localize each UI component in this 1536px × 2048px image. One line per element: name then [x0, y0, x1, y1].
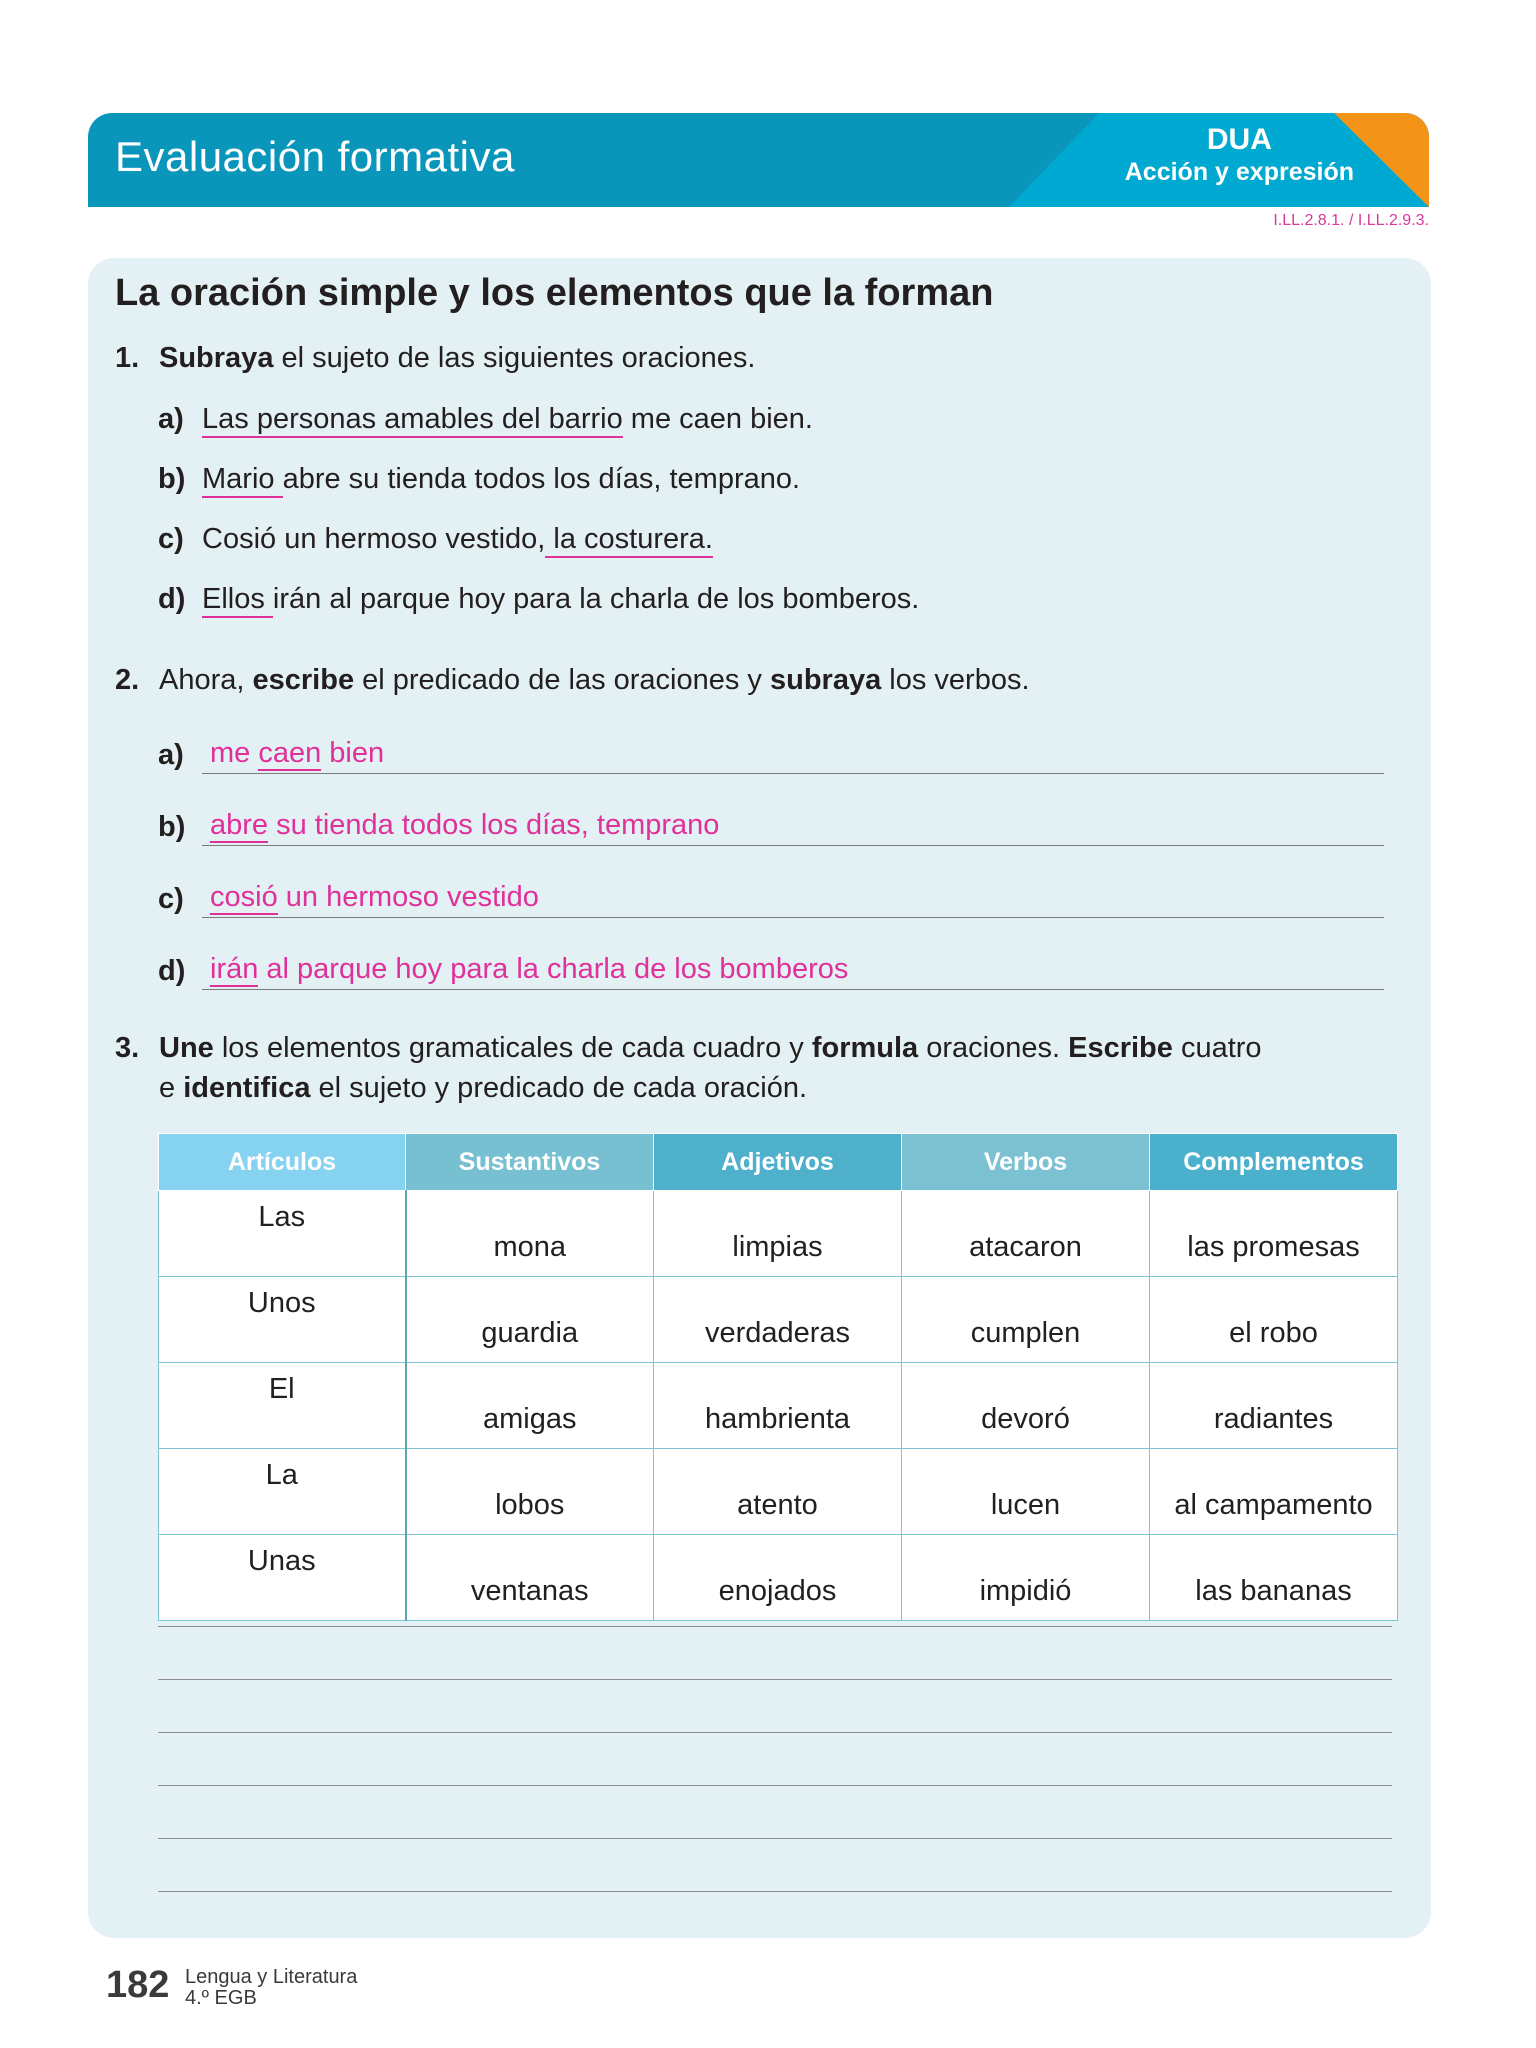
- q2-answer-d: [158, 950, 1384, 990]
- instruction-verb: formula: [811, 1032, 919, 1064]
- question-2: [115, 664, 1030, 697]
- predicate-text: me: [210, 737, 259, 769]
- q2-answer-a: [158, 734, 1384, 774]
- header-banner: [88, 113, 1429, 207]
- table-cell: guardia: [406, 1277, 654, 1363]
- grade-level: 4.º EGB: [185, 1987, 257, 2009]
- section-title: La oración simple y los elementos que la forman: [115, 272, 994, 314]
- instruction-text: los verbos.: [881, 664, 1030, 696]
- verb-underline: irán: [210, 953, 259, 985]
- table-cell: lucen: [902, 1449, 1150, 1535]
- subject-underline: Las personas amables del barrio: [202, 403, 623, 438]
- subject-underline: la costurera.: [545, 523, 713, 558]
- predicate-text: un hermoso vestido: [277, 881, 539, 913]
- table-cell: Las: [159, 1191, 406, 1277]
- q1-sentence-a: [158, 403, 813, 436]
- footer-subject: [185, 1967, 357, 2009]
- answer-line[interactable]: [202, 917, 1384, 918]
- q1-sentence-b: [158, 463, 800, 496]
- table-cell: El: [159, 1363, 406, 1449]
- instruction-text: los elementos gramaticales de cada cuadro y: [213, 1032, 812, 1064]
- predicate-text: su tienda todos los días, temprano: [268, 809, 720, 841]
- subject-name: Lengua y Literatura: [185, 1966, 358, 1988]
- question-number: 2.: [115, 664, 140, 696]
- header-complementos: Complementos: [1150, 1134, 1398, 1191]
- q1-sentence-d: [158, 583, 919, 616]
- instruction-text: cuatro: [1172, 1032, 1262, 1064]
- answer-line[interactable]: [202, 773, 1384, 774]
- verb-underline: abre: [210, 809, 269, 841]
- header-adjetivos: Adjetivos: [654, 1134, 902, 1191]
- verb-underline: caen: [258, 737, 322, 769]
- question-1: [115, 342, 755, 375]
- item-label: b): [158, 811, 186, 843]
- header-articulos: Artículos: [159, 1134, 406, 1191]
- table-cell: lobos: [406, 1449, 654, 1535]
- writing-line[interactable]: [158, 1679, 1392, 1680]
- table-cell: enojados: [654, 1535, 902, 1621]
- instruction-verb: subraya: [770, 664, 882, 696]
- answer-text: [210, 737, 384, 770]
- writing-line[interactable]: [158, 1626, 1392, 1627]
- table-cell: radiantes: [1150, 1363, 1398, 1449]
- instruction-verb: Une: [159, 1032, 214, 1064]
- header-verbos: Verbos: [902, 1134, 1150, 1191]
- instruction-text: oraciones.: [918, 1032, 1069, 1064]
- table-row: [159, 1535, 1398, 1621]
- table-cell: Unas: [159, 1535, 406, 1621]
- instruction-verb: Subraya: [159, 342, 274, 374]
- question-number: 1.: [115, 342, 140, 374]
- predicate-text: bien: [321, 737, 385, 769]
- answer-line[interactable]: [202, 845, 1384, 846]
- sentence-rest: me caen bien.: [622, 403, 813, 435]
- question-3: [115, 1028, 1415, 1108]
- header-sustantivos: Sustantivos: [406, 1134, 654, 1191]
- instruction-text: e: [159, 1072, 184, 1104]
- instruction-verb: identifica: [183, 1072, 311, 1104]
- dua-subtitle: Acción y expresión: [1124, 158, 1354, 186]
- table-cell: hambrienta: [654, 1363, 902, 1449]
- writing-line[interactable]: [158, 1732, 1392, 1733]
- table-cell: La: [159, 1449, 406, 1535]
- table-cell: ventanas: [406, 1535, 654, 1621]
- table-cell: el robo: [1150, 1277, 1398, 1363]
- subject-underline: Ellos: [202, 583, 273, 618]
- sentence-rest: abre su tienda todos los días, temprano.: [282, 463, 801, 495]
- sentence-rest: irán al parque hoy para la charla de los bomberos.: [272, 583, 920, 615]
- dua-title: DUA: [1206, 123, 1272, 156]
- item-label: a): [158, 403, 184, 435]
- item-label: d): [158, 955, 186, 987]
- indicator-codes: I.LL.2.8.1. / I.LL.2.9.3.: [1273, 212, 1429, 229]
- q2-answer-c: [158, 878, 1384, 918]
- table-cell: atacaron: [902, 1191, 1150, 1277]
- table-cell: impidió: [902, 1535, 1150, 1621]
- writing-line[interactable]: [158, 1785, 1392, 1786]
- item-label: c): [158, 523, 184, 555]
- item-label: d): [158, 583, 186, 615]
- table-cell: amigas: [406, 1363, 654, 1449]
- instruction-text: Ahora,: [159, 664, 253, 696]
- table-cell: las bananas: [1150, 1535, 1398, 1621]
- dua-badge: [1125, 123, 1354, 187]
- instruction-verb: escribe: [252, 664, 355, 696]
- page-number: 182: [106, 1964, 170, 2006]
- table-header-row: [159, 1134, 1398, 1191]
- writing-line[interactable]: [158, 1891, 1392, 1892]
- writing-line[interactable]: [158, 1838, 1392, 1839]
- table-row: [159, 1191, 1398, 1277]
- table-cell: cumplen: [902, 1277, 1150, 1363]
- table-cell: mona: [406, 1191, 654, 1277]
- instruction-text: el predicado de las oraciones y: [354, 664, 770, 696]
- instruction-verb: Escribe: [1068, 1032, 1173, 1064]
- table-row: [159, 1449, 1398, 1535]
- page-title: Evaluación formativa: [115, 133, 515, 180]
- answer-line[interactable]: [202, 989, 1384, 990]
- table-cell: limpias: [654, 1191, 902, 1277]
- answer-text: [210, 881, 539, 914]
- item-label: b): [158, 463, 186, 495]
- table-cell: las promesas: [1150, 1191, 1398, 1277]
- table-row: [159, 1363, 1398, 1449]
- grammar-elements-table: [158, 1133, 1398, 1621]
- table-cell: atento: [654, 1449, 902, 1535]
- table-cell: devoró: [902, 1363, 1150, 1449]
- predicate-text: al parque hoy para la charla de los bomberos: [258, 953, 849, 985]
- instruction-text: el sujeto de las siguientes oraciones.: [273, 342, 756, 374]
- q1-sentence-c: [158, 523, 713, 556]
- item-label: c): [158, 883, 184, 915]
- subject-underline: Mario: [202, 463, 283, 498]
- answer-text: [210, 809, 719, 842]
- table-cell: Unos: [159, 1277, 406, 1363]
- table-row: [159, 1277, 1398, 1363]
- verb-underline: cosió: [210, 881, 278, 913]
- q2-answer-b: [158, 806, 1384, 846]
- item-label: a): [158, 739, 184, 771]
- answer-text: [210, 953, 848, 986]
- instruction-text: el sujeto y predicado de cada oración.: [310, 1072, 808, 1104]
- question-number: 3.: [115, 1032, 140, 1064]
- table-cell: verdaderas: [654, 1277, 902, 1363]
- table-cell: al campamento: [1150, 1449, 1398, 1535]
- sentence-pre: Cosió un hermoso vestido,: [202, 523, 546, 555]
